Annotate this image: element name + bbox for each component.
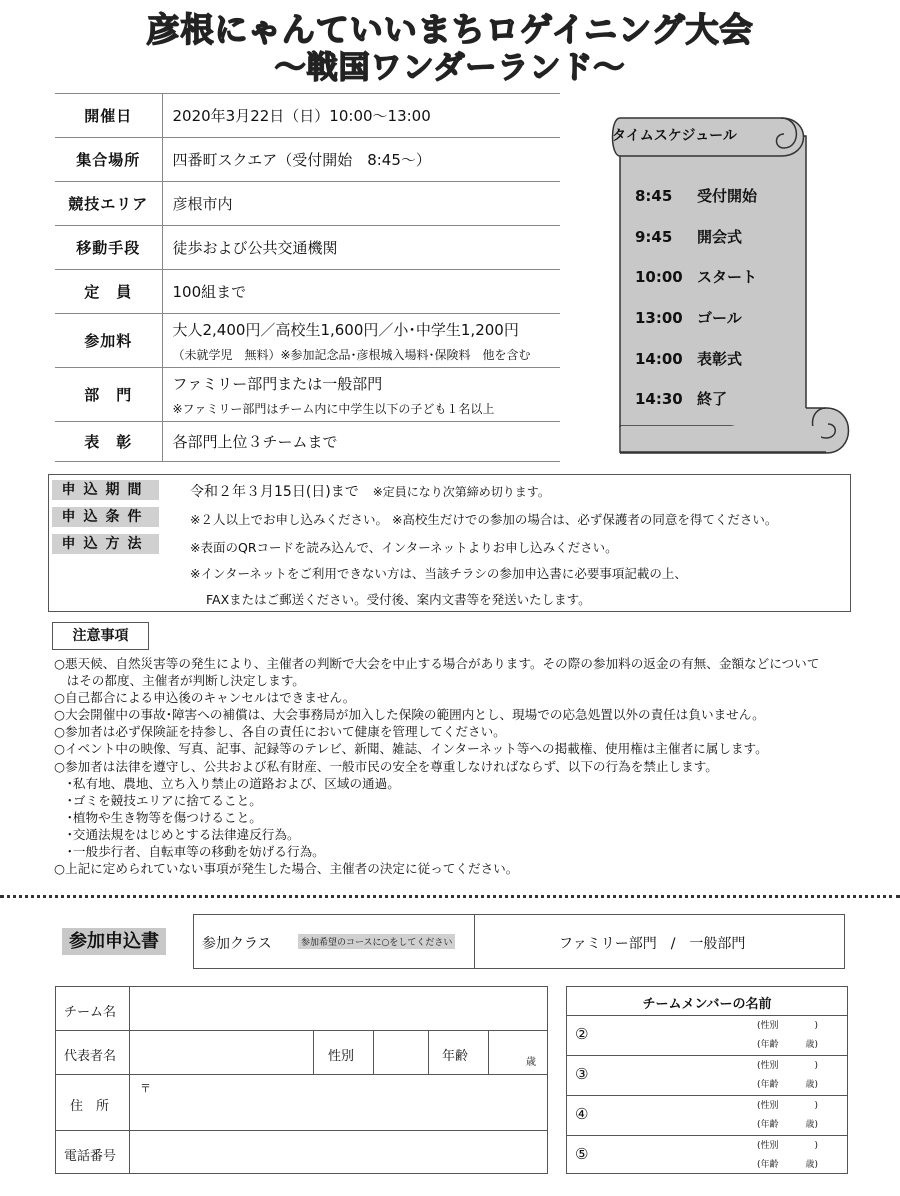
divider [474,915,475,968]
divider [129,987,130,1173]
schedule-time: 13:00 [635,309,683,327]
method-value-2: ※インターネットをご利用できない方は、当該チラシの参加申込書に必要事項記載の上、 [190,566,687,581]
info-value: ファミリー部門または一般部門 [172,374,383,393]
schedule-time: 8:45 [635,187,673,205]
age-label: 年齢 [442,1049,469,1064]
class-hint: 参加希望のコースに○をしてください [298,934,455,949]
member-gender: (性別 ) [757,1021,819,1031]
divider [567,1095,847,1096]
schedule-time: 14:00 [635,350,683,368]
info-label: 表 彰 [55,422,162,462]
note-line: ･交通法規をはじめとする法律違反行為。 [54,826,300,842]
schedule-item [635,348,742,369]
form-title: 参加申込書 [62,928,166,955]
schedule-time: 9:45 [635,228,673,246]
info-row [55,226,560,270]
info-row [55,94,560,138]
schedule-event: 開会式 [697,228,743,246]
postal-mark: 〒 [140,1082,151,1095]
note-line: ○悪天候、自然災害等の発生により、主催者の判断で大会を中止する場合があります。その際の参加料の返金の有無、金額などについて [54,656,820,671]
schedule-item [635,185,757,206]
schedule-item [635,307,742,328]
note-line: はその都度、主催者が判断し決定します。 [54,673,305,689]
team-info-form [55,986,548,1174]
divider [373,1030,374,1074]
member-gender: (性別 ) [757,1141,819,1151]
note-line: ○上記に定められていない事項が発生した場合、主催者の決定に従ってください。 [54,861,519,877]
schedule-event: スタート [697,268,758,286]
info-label: 開催日 [55,94,162,138]
info-label: 集合場所 [55,138,162,182]
rep-name-label: 代表者名 [64,1049,117,1064]
member-age: (年齢 歳) [757,1040,819,1050]
info-label: 移動手段 [55,226,162,270]
schedule-item [635,266,757,287]
member-number: ④ [575,1105,589,1123]
info-value: 四番町スクエア（受付開始 8:45～） [162,138,560,182]
class-select-box [193,914,845,969]
divider [56,1030,547,1031]
info-row [55,314,560,368]
class-label: 参加クラス [202,936,272,952]
note-line: ○参加者は法律を遵守し、公共および私有財産、一般市民の安全を尊重しなければならず、以下の行為を禁止します。 [54,758,718,774]
info-label: 参加料 [55,314,162,368]
cut-line [0,895,900,898]
period-value: 令和２年３月15日(日)まで ※定員になり次第締め切ります。 [190,484,550,500]
member-age: (年齢 歳) [757,1120,819,1130]
divider [56,1074,547,1075]
info-row [55,270,560,314]
phone-label: 電話番号 [64,1149,117,1164]
method-value: ※表面のQRコードを読み込んで、インターネットよりお申し込みください。 [190,540,618,555]
divider [567,1015,847,1016]
schedule-event: 終了 [697,390,728,408]
notes-title: 注意事項 [52,622,149,650]
note-line: ○参加者は必ず保険証を持参し、各自の責任において健康を管理してください。 [54,724,506,740]
team-name-label: チーム名 [64,1005,117,1020]
member-age: (年齢 歳) [757,1160,819,1170]
info-row [55,138,560,182]
info-label: 競技エリア [55,182,162,226]
info-row [55,368,560,422]
period-note: ※定員になり次第締め切ります。 [372,485,550,499]
divider [488,1030,489,1074]
info-value: 徒歩および公共交通機関 [162,226,560,270]
class-options[interactable]: ファミリー部門 / 一般部門 [559,936,746,952]
schedule-item [635,226,742,247]
event-title: 彦根にゃんていいまちロゲイニング大会 [146,10,754,49]
info-value: 100組まで [162,270,560,314]
info-value: 彦根市内 [162,182,560,226]
divider [56,1130,547,1131]
members-title: チームメンバーの名前 [642,997,772,1012]
member-age: (年齢 歳) [757,1080,819,1090]
note-line: ○大会開催中の事故･障害への補償は、大会事務局が加入した保険の範囲内とし、現場での応急処置以外の責任は負いません。 [54,707,765,723]
note-line: ･ゴミを競技エリアに捨てること。 [54,792,262,808]
schedule-event: ゴール [697,309,742,327]
gender-label: 性別 [328,1049,355,1064]
schedule-item [635,388,727,409]
note-line: ○イベント中の映像、写真、記事、記録等のテレビ、新聞、雑誌、インターネット等への掲載権、使用権は主催者に属します。 [54,741,768,757]
info-value: 2020年3月22日（日）10:00～13:00 [162,94,560,138]
info-note: ※ファミリー部門はチーム内に中学生以下の子ども１名以上 [172,401,495,416]
info-label: 定 員 [55,270,162,314]
method-label: 申込方法 [52,534,159,554]
info-row [55,422,560,462]
schedule-time: 10:00 [635,268,683,286]
note-line: ･一般歩行者、自転車等の移動を妨げる行為。 [54,844,325,860]
divider [428,1030,429,1074]
divider [567,1135,847,1136]
info-label: 部 門 [55,368,162,422]
member-number: ③ [575,1065,589,1083]
info-value: 大人2,400円／高校生1,600円／小･中学生1,200円 [172,320,519,339]
members-form [566,986,848,1174]
schedule-event: 表彰式 [697,350,743,368]
period-label: 申込期間 [52,480,159,500]
note-line: ･私有地、農地、立ち入り禁止の道路および、区域の通過。 [54,775,400,791]
info-note: （未就学児 無料）※参加記念品･彦根城入場料･保険料 他を含む [172,347,531,362]
address-label: 住 所 [70,1099,110,1114]
schedule-title: タイムスケジュール [612,128,737,144]
member-number: ② [575,1025,589,1043]
member-gender: (性別 ) [757,1061,819,1071]
note-line: ○自己都合による申込後のキャンセルはできません。 [54,690,356,706]
notes-list [54,655,854,877]
info-value: 各部門上位３チームまで [162,422,560,462]
divider [313,1030,314,1074]
info-row [55,182,560,226]
event-subtitle: ～戦国ワンダーランド～ [274,50,626,86]
member-gender: (性別 ) [757,1101,819,1111]
schedule-time: 14:30 [635,390,683,408]
method-value-3: FAXまたはご郵送ください。受付後、案内文書等を発送いたします。 [206,592,591,607]
member-number: ⑤ [575,1145,589,1163]
note-line: ･植物や生き物等を傷つけること。 [54,809,262,825]
divider [567,1055,847,1056]
schedule-event: 受付開始 [697,187,758,205]
condition-label: 申込条件 [52,507,159,527]
age-unit: 歳 [526,1057,536,1068]
condition-value: ※２人以上でお申し込みください。 ※高校生だけでの参加の場合は、必ず保護者の同意を得てください。 [190,512,778,527]
event-info-table [55,93,560,462]
